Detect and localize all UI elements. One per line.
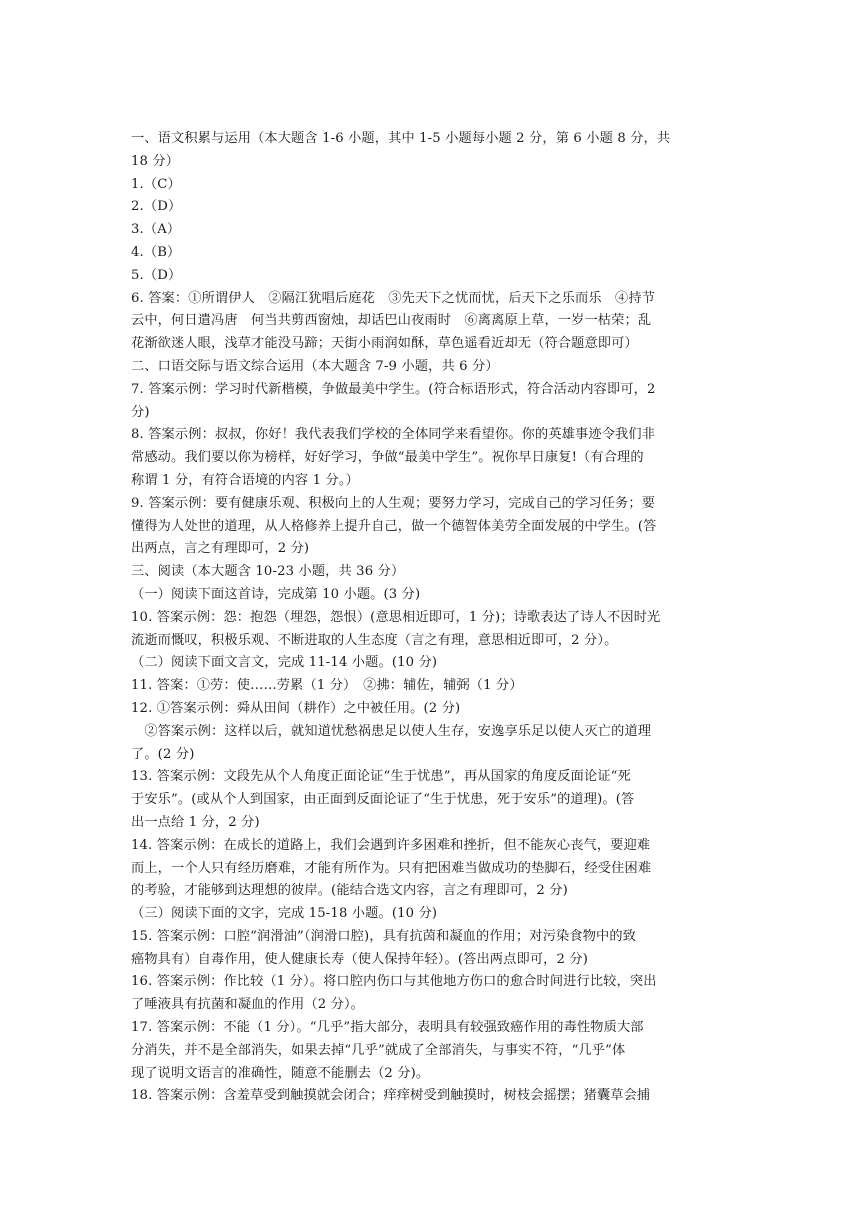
text-line: 的考验，才能够到达理想的彼岸。(能结合选文内容，言之有理即可，2 分) — [131, 883, 568, 899]
answer-9: 9. 答案示例：要有健康乐观、积极向上的人生观；要努力学习，完成自己的学习任务；要 — [131, 495, 656, 511]
answer-10: 10. 答案示例：怨：抱怨（埋怨，怨恨）(意思相近即可，1 分)；诗歌表达了诗人不因时光 — [131, 609, 661, 625]
text-line: 于安乐”。(或从个人到国家，由正面到反面论证了“生于忧患，死于安乐”的道理)。(答 — [131, 792, 635, 808]
answer-7: 7. 答案示例：学习时代新楷模，争做最美中学生。(符合标语形式，符合活动内容即可，2 — [131, 381, 656, 397]
answer-13: 13. 答案示例：文段先从个人角度正面论证“生于忧患”，再从国家的角度反面论证“死 — [131, 769, 631, 785]
answer-2: 2.（D） — [131, 199, 182, 215]
text-line: 称谓 1 分，有符合语境的内容 1 分。） — [131, 472, 359, 488]
text-line: 18 分） — [131, 153, 180, 169]
text-line: 出两点，言之有理即可，2 分) — [131, 541, 310, 557]
text-line: 花渐欲迷人眼，浅草才能没马蹄；天街小雨润如酥，草色遥看近却无（符合题意即可） — [131, 336, 638, 352]
text-line: 了。(2 分) — [131, 746, 195, 762]
answer-6: 6. 答案：①所谓伊人 ②隔江犹唱后庭花 ③先天下之忧而忧，后天下之乐而乐 ④持节 — [131, 290, 656, 306]
text-line: ②答案示例：这样以后，就知道忧愁祸患足以使人生存，安逸享乐足以使人灭亡的道理 — [131, 723, 652, 739]
answer-16: 16. 答案示例：作比较（1 分）。将口腔内伤口与其他地方伤口的愈合时间进行比较，突出 — [131, 974, 657, 990]
text-line: 癌物具有）自毒作用，使人健康长寿（使人保持年轻）。(答出两点即可，2 分) — [131, 951, 589, 967]
text-line: 出一点给 1 分，2 分) — [131, 814, 260, 830]
text-line: 而上，一个人只有经历磨难，才能有所作为。只有把困难当做成功的垫脚石，经受住困难 — [131, 860, 652, 876]
subsection-heading-1: （一）阅读下面这首诗，完成第 10 小题。(3 分) — [131, 586, 421, 602]
subsection-heading-3: （三）阅读下面的文字，完成 15-18 小题。(10 分) — [131, 906, 438, 922]
answer-15: 15. 答案示例：口腔“润滑油”（润滑口腔)，具有抗茵和凝血的作用；对污染食物中的致 — [131, 928, 637, 944]
text-line: 常感动。我们要以你为榜样，好好学习，争做“最美中学生”。祝你早日康复!（有合理的 — [131, 450, 644, 466]
answer-11: 11. 答案：①劳：使……劳累（1 分） ②拂：辅佐，辅弼（1 分） — [131, 678, 523, 694]
section-heading-2: 二、口语交际与语文综合运用（本大题含 7-9 小题，共 6 分） — [131, 358, 499, 374]
answer-12: 12. ①答案示例：舜从田间（耕作）之中被任用。(2 分) — [131, 700, 461, 716]
text-line: 分) — [131, 404, 150, 420]
text-line: 懂得为人处世的道理，从人格修养上提升自己，做一个德智体美劳全面发展的中学生。(答 — [131, 518, 657, 534]
text-line: 云中，何日遣冯唐 何当共剪西窗烛，却话巴山夜雨时 ⑥离离原上草，一岁一枯荣；乱 — [131, 313, 652, 329]
text-line: 现了说明文语言的准确性，随意不能删去（2 分)。 — [131, 1065, 430, 1081]
text-line: 分消失，并不是全部消失，如果去掉“几乎”就成了全部消失，与事实不符，“几乎”体 — [131, 1042, 626, 1058]
answer-14: 14. 答案示例：在成长的道路上，我们会遇到许多困难和挫折，但不能灰心丧气，要迎难 — [131, 837, 651, 853]
section-heading-3: 三、阅读（本大题含 10-23 小题，共 36 分） — [131, 564, 405, 580]
answer-4: 4.（B） — [131, 244, 181, 260]
answer-8: 8. 答案示例：叔叔，你好！我代表我们学校的全体同学来看望你。你的英雄事迹令我们非 — [131, 427, 656, 443]
text-line: 了唾液具有抗菌和凝血的作用（2 分）。 — [131, 997, 365, 1013]
section-heading-1: 一、语文积累与运用（本大题含 1-6 小题，其中 1-5 小题每小题 2 分，第 6 小题 8 分，共 — [131, 131, 671, 146]
answer-1: 1.（C） — [131, 176, 181, 192]
answer-3: 3.（A） — [131, 222, 181, 238]
answer-key-text — [131, 128, 736, 1108]
text-line: 流逝而慨叹，积极乐观、不断进取的人生态度（言之有理，意思相近即可，2 分）。 — [131, 632, 618, 648]
answer-17: 17. 答案示例：不能（1 分）。“几乎”指大部分，表明具有较强致癌作用的毒性物质大部 — [131, 1020, 644, 1036]
answer-5: 5.（D） — [131, 267, 182, 283]
subsection-heading-2: （二）阅读下面文言文，完成 11-14 小题。(10 分) — [131, 655, 438, 671]
answer-18: 18. 答案示例：含羞草受到触摸就会闭合；痒痒树受到触摸时，树枝会摇摆；猪囊草会捕 — [131, 1088, 651, 1104]
